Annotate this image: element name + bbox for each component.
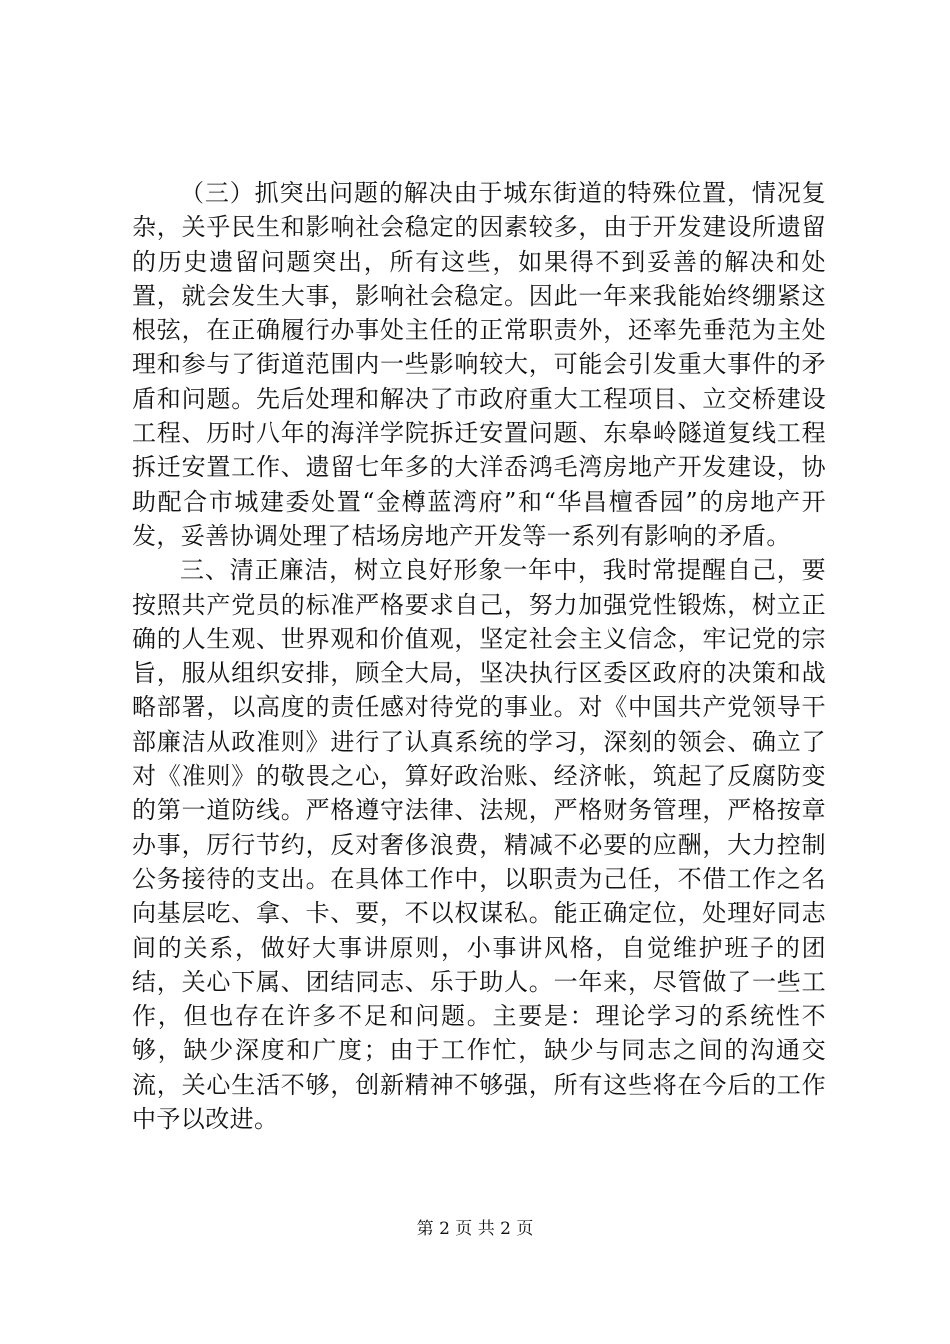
paragraph-section-three: 三、清正廉洁，树立良好形象一年中，我时常提醒自己，要按照共产党员的标准严格要求自己，努力加强党性锻炼，树立正确的人生观、世界观和价值观，坚定社会主义信念，牢记党的宗旨，服从组织安排，顾全大局，坚决执行区委区政府的决策和战略部署，以高度的责任感对待党的事业。对《中国共产党领导干部廉洁从政准则》进行了认真系统的学习，深刻的领会、确立了对《准则》的敬畏之心，算好政治账、经济帐，筑起了反腐防变的第一道防线。严格遵守法律、法规，严格财务管理，严格按章办事，厉行节约，反对奢侈浪费，精减不必要的应酬，大力控制公务接待的支出。在具体工作中，以职责为己任，不借工作之名向基层吃、拿、卡、要，不以权谋私。能正确定位，处理好同志间的关系，做好大事讲原则，小事讲风格，自觉维护班子的团结，关心下属、团结同志、乐于助人。一年来，尽管做了一些工作，但也存在许多不足和问题。主要是：理论学习的系统性不够，缺少深度和广度；由于工作忙，缺少与同志之间的沟通交流，关心生活不够，创新精神不够强，所有这些将在今后的工作中予以改进。 [132,556,826,1134]
page-footer: 第 2 页 共 2 页 [416,1219,534,1239]
document-body [132,176,826,1136]
paragraph-section-three-sub: （三）抓突出问题的解决由于城东街道的特殊位置，情况复杂，关乎民生和影响社会稳定的因素较多，由于开发建设所遗留的历史遗留问题突出，所有这些，如果得不到妥善的解决和处置，就会发生大事，影响社会稳定。因此一年来我能始终绷紧这根弦，在正确履行办事处主任的正常职责外，还率先垂范为主处理和参与了街道范围内一些影响较大，可能会引发重大事件的矛盾和问题。先后处理和解决了市政府重大工程项目、立交桥建设工程、历时八年的海洋学院拆迁安置问题、东皋岭隧道复线工程拆迁安置工作、遗留七年多的大洋岙鸿毛湾房地产开发建设，协助配合市城建委处置“金樽蓝湾府”和“华昌檀香园”的房地产开发，妥善协调处理了桔场房地产开发等一系列有影响的矛盾。 [132,179,826,550]
